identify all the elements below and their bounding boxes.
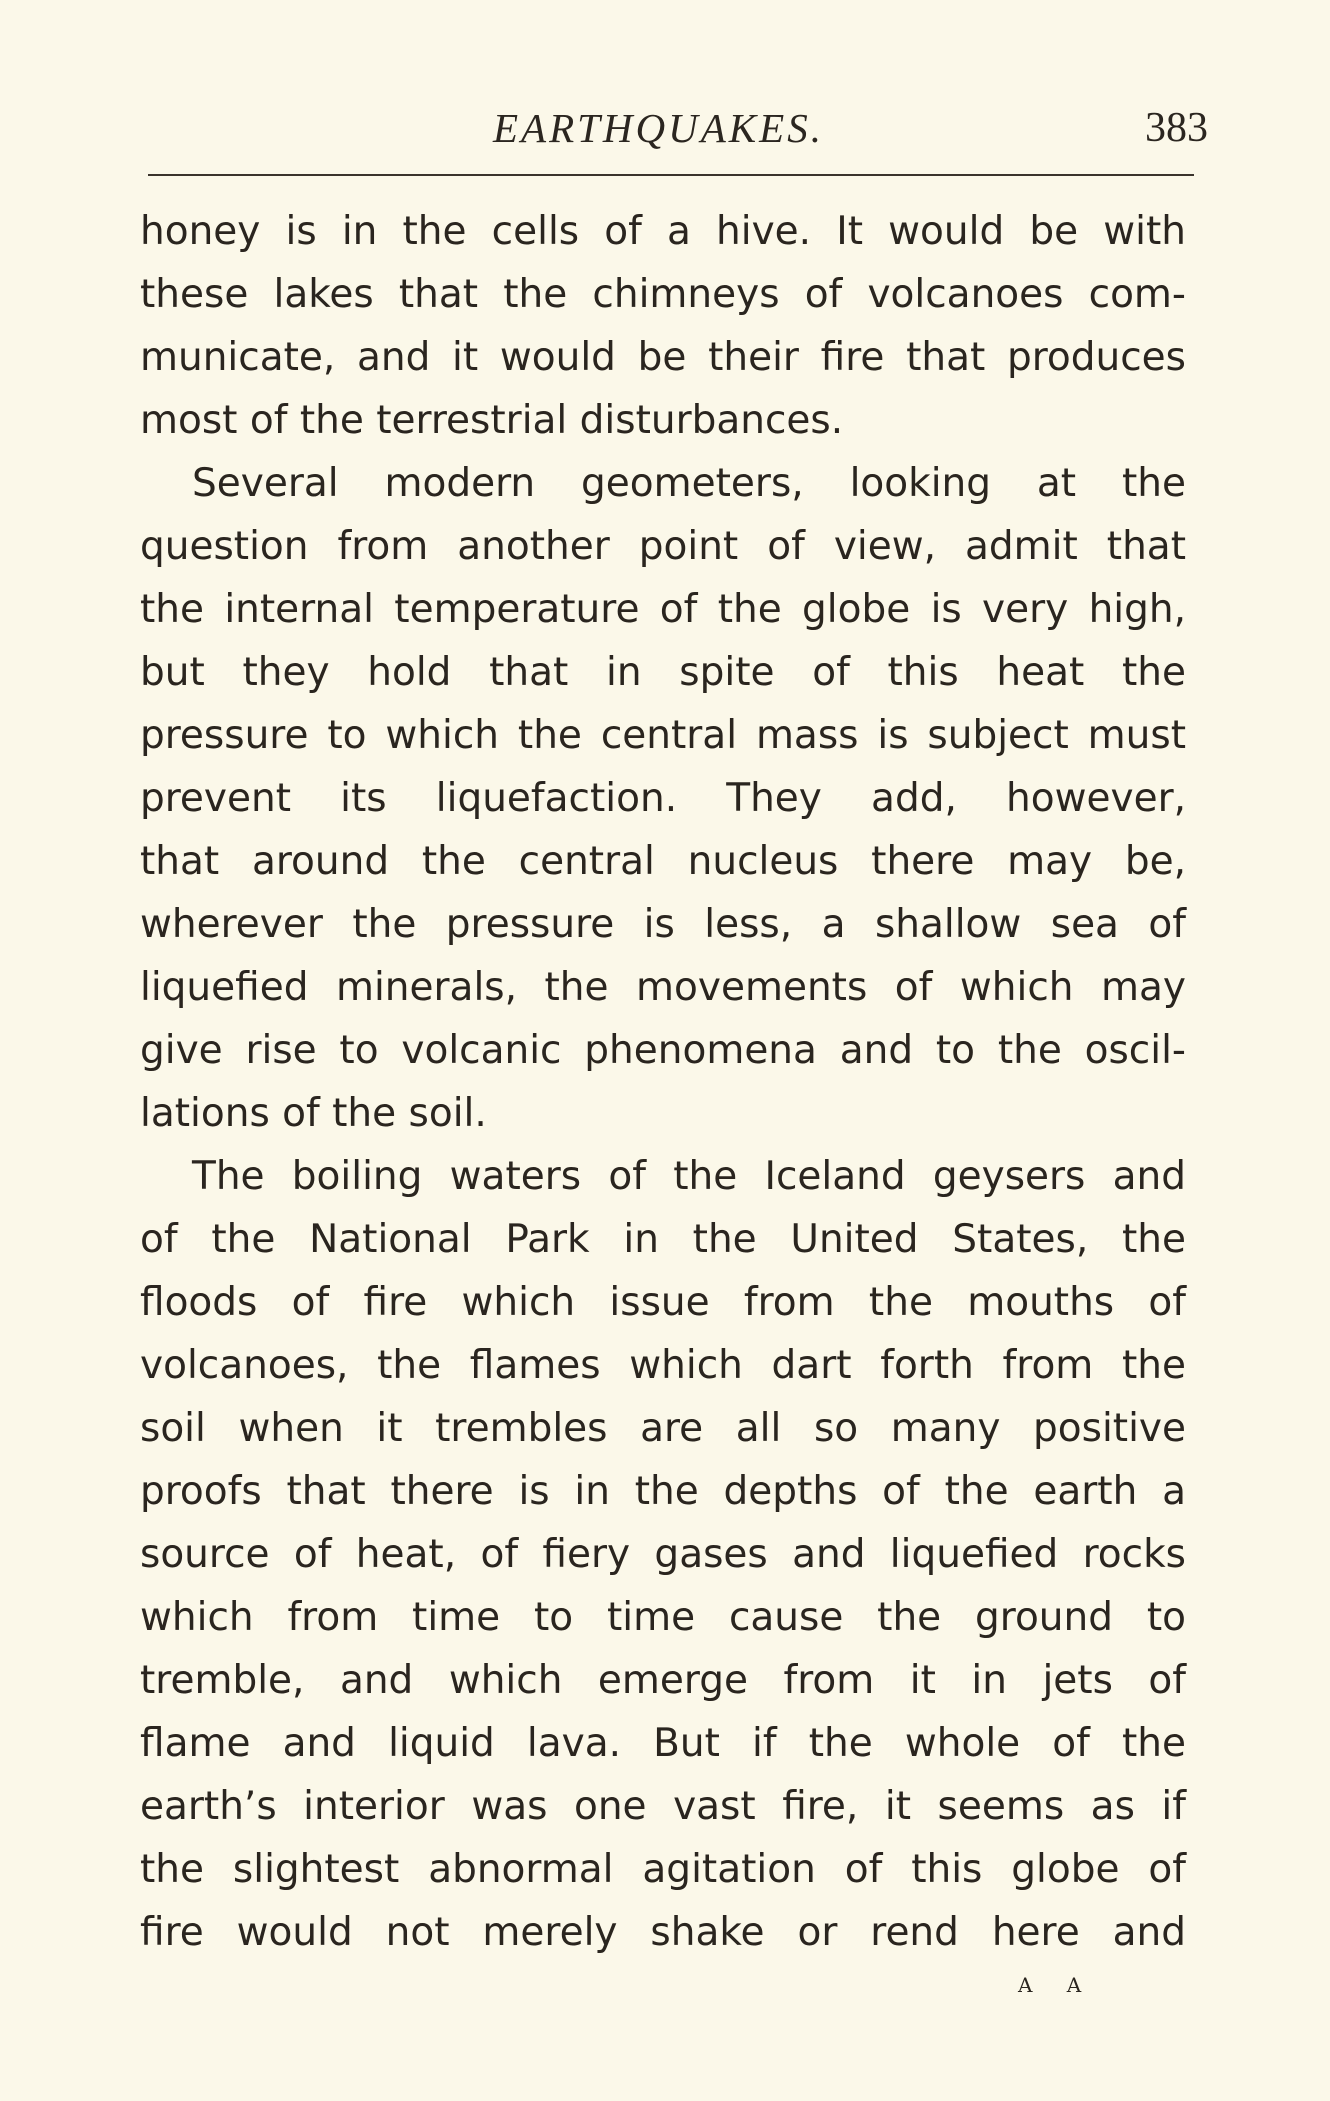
text-line: give rise to volcanic phenomena and to the oscil- [140,1028,1186,1073]
running-title: EARTHQUAKES. [493,105,824,151]
header-rule [148,174,1194,176]
text-line: most of the terrestrial disturbances. [140,398,844,443]
text-line: that around the central nucleus there may be, [140,839,1186,884]
text-line: pressure to which the central mass is subject must [140,713,1186,758]
text-line: but they hold that in spite of this heat the [140,650,1186,695]
paragraph [140,1145,1186,1964]
text-line: these lakes that the chimneys of volcanoes com- [140,272,1186,317]
text-line: volcanoes, the flames which dart forth from the [140,1343,1186,1388]
text-line: The boiling waters of the Iceland geysers and [192,1154,1186,1199]
text-line: which from time to time cause the ground to [140,1595,1186,1640]
text-line: question from another point of view, admit that [140,524,1186,569]
text-line: flame and liquid lava. But if the whole of the [140,1721,1186,1766]
text-line: tremble, and which emerge from it in jets of [140,1658,1186,1703]
text-line: floods of fire which issue from the mouths of [140,1280,1186,1325]
text-line: fire would not merely shake or rend here and [140,1910,1186,1955]
text-line: Several modern geometers, looking at the [192,461,1186,506]
text-line: earth’s interior was one vast fire, it seems as if [140,1784,1186,1829]
text-line: proofs that there is in the depths of the earth a [140,1469,1186,1514]
paragraph [140,452,1186,1145]
text-line: lations of the soil. [140,1091,487,1136]
text-line: source of heat, of fiery gases and liquefied rocks [140,1532,1186,1577]
text-line: of the National Park in the United States, the [140,1217,1186,1262]
text-line: honey is in the cells of a hive. It would be with [140,209,1186,254]
page-header [148,100,1208,160]
text-line: wherever the pressure is less, a shallow sea of [140,902,1186,947]
text-line: liquefied minerals, the movements of which may [140,965,1186,1010]
page-number: 383 [1145,105,1208,151]
paragraph [140,200,1186,452]
text-line: the internal temperature of the globe is very high, [140,587,1186,632]
text-line: soil when it trembles are all so many positive [140,1406,1186,1451]
text-line: municate, and it would be their fire that produces [140,335,1186,380]
signature-mark: A A [1018,1973,1096,1997]
text-line: the slightest abnormal agitation of this globe of [140,1847,1186,1892]
body-text [140,200,1186,1964]
text-line: prevent its liquefaction. They add, however, [140,776,1186,821]
